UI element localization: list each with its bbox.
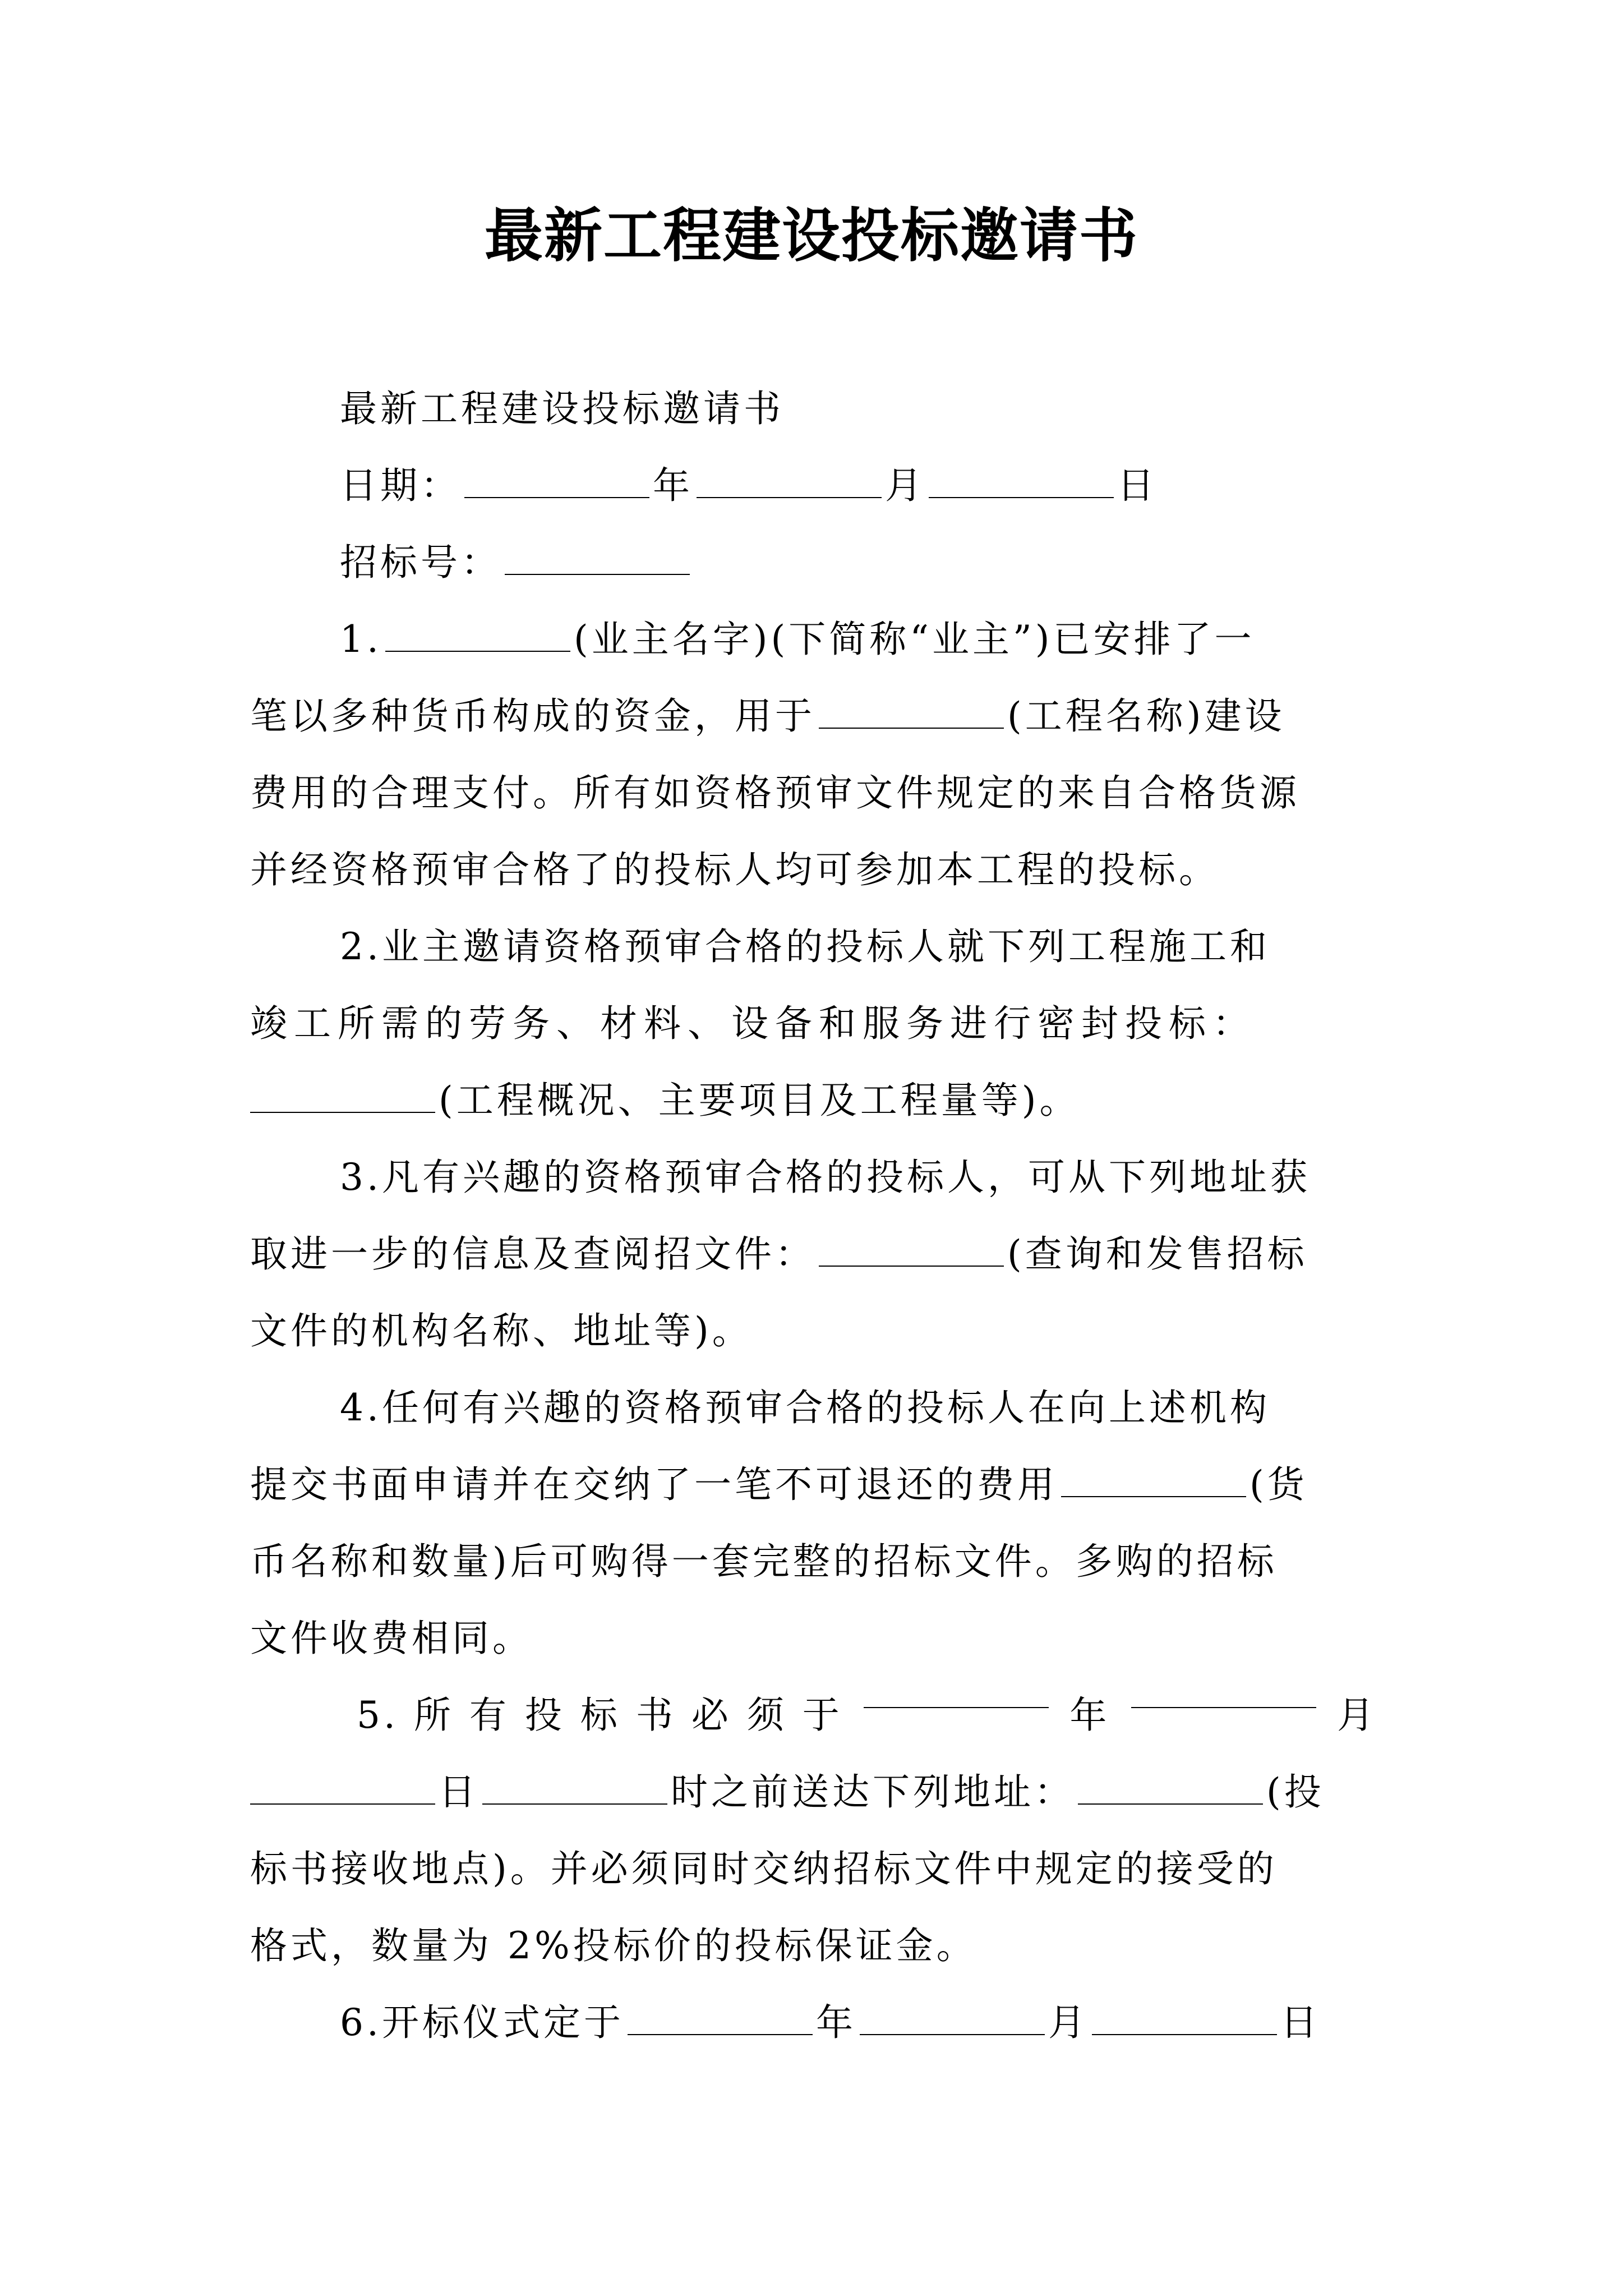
fee-blank[interactable] — [1061, 1466, 1246, 1497]
p1-text-5: 并经资格预审合格了的投标人均可参加本工程的投标。 — [250, 848, 1219, 891]
p4-text-2: 提交书面申请并在交纳了一笔不可退还的费用 — [250, 1463, 1058, 1506]
opening-month-blank[interactable] — [860, 2004, 1045, 2035]
p4-line-1 — [250, 1369, 1377, 1446]
date-month-blank[interactable] — [697, 467, 882, 498]
p3-line-2 — [250, 1216, 1377, 1292]
p5-line-3 — [250, 1830, 1377, 1907]
p3-line-1 — [250, 1139, 1377, 1216]
p4-text-3: (货 — [1249, 1463, 1308, 1506]
p6-text-1: 6.开标仪式定于 — [340, 2001, 624, 2044]
document-title: 最新工程建设投标邀请书 — [484, 201, 1138, 270]
p3-line-3 — [250, 1292, 1377, 1369]
inquiry-agency-blank[interactable] — [819, 1235, 1004, 1267]
p3-text-1: 3.凡有兴趣的资格预审合格的投标人，可从下列地址获 — [340, 1156, 1311, 1199]
date-year-blank[interactable] — [464, 467, 649, 498]
p4-line-3 — [250, 1523, 1377, 1600]
project-name-blank[interactable] — [819, 697, 1004, 729]
date-year-label: 年 — [653, 464, 693, 507]
date-month-label: 月 — [885, 464, 925, 507]
p1-line-4 — [250, 831, 1377, 908]
p4-line-4 — [250, 1600, 1377, 1677]
p3-text-4: 文件的机构名称、地址等)。 — [250, 1309, 753, 1352]
p5-month-label: 月 — [1337, 1694, 1377, 1737]
p1-line-2 — [250, 678, 1377, 754]
p6-line-1 — [250, 1984, 1377, 2061]
date-label: 日期： — [340, 464, 461, 507]
p3-text-3: (查询和发售招标 — [1007, 1232, 1308, 1276]
tender-number-line — [250, 524, 1377, 601]
date-day-label: 日 — [1117, 464, 1158, 507]
p5-line-1 — [250, 1677, 1377, 1754]
project-overview-blank[interactable] — [250, 1082, 435, 1113]
tender-number-blank[interactable] — [505, 544, 690, 575]
p5-text-2: 时之前送达下列地址： — [671, 1770, 1075, 1814]
p1-line-1 — [250, 601, 1377, 678]
date-line — [250, 447, 1377, 524]
p2-line-1 — [250, 908, 1377, 985]
p1-text-1: (业主名字)(下简称“业主”)已安排了一 — [573, 618, 1255, 661]
p5-text-1: 5. 所 有 投 标 书 必 须 于 — [357, 1694, 843, 1737]
p6-month-label: 月 — [1048, 2001, 1089, 2044]
p1-text-3: (工程名称)建设 — [1007, 694, 1285, 738]
deadline-month-blank[interactable] — [1131, 1677, 1316, 1708]
p5-line-2 — [250, 1754, 1377, 1830]
p2-text-3: (工程概况、主要项目及工程量等)。 — [439, 1079, 1080, 1122]
p1-text-4: 费用的合理支付。所有如资格预审文件规定的来自合格货源 — [250, 771, 1300, 815]
p5-text-5: 格式，数量为 2%投标价的投标保证金。 — [250, 1924, 977, 1967]
p2-text-2: 竣工所需的劳务、材料、设备和服务进行密封投标： — [250, 1002, 1256, 1045]
deadline-year-blank[interactable] — [864, 1677, 1049, 1708]
receipt-address-blank[interactable] — [1078, 1773, 1263, 1805]
p2-line-2 — [250, 985, 1377, 1062]
p3-text-2: 取进一步的信息及查阅招文件： — [250, 1232, 815, 1276]
deadline-hour-blank[interactable] — [482, 1773, 667, 1805]
tender-number-label: 招标号： — [340, 541, 501, 584]
document-body — [250, 370, 1377, 2061]
p6-day-label: 日 — [1280, 2001, 1321, 2044]
p5-year-label: 年 — [1069, 1694, 1110, 1737]
p5-text-4: 标书接收地点)。并必须同时交纳招标文件中规定的接受的 — [250, 1847, 1278, 1890]
p2-text-1: 2.业主邀请资格预审合格的投标人就下列工程施工和 — [340, 925, 1270, 968]
date-day-blank[interactable] — [929, 467, 1114, 498]
subtitle-line — [250, 370, 1377, 447]
p2-line-3 — [250, 1062, 1377, 1139]
deadline-day-blank[interactable] — [250, 1773, 435, 1805]
p1-line-3 — [250, 754, 1377, 831]
p1-number: 1. — [340, 618, 382, 661]
opening-day-blank[interactable] — [1092, 2004, 1277, 2035]
p4-text-1: 4.任何有兴趣的资格预审合格的投标人在向上述机构 — [340, 1386, 1270, 1429]
p5-text-3: (投 — [1266, 1770, 1325, 1814]
p4-text-4: 币名称和数量)后可购得一套完整的招标文件。多购的招标 — [250, 1540, 1278, 1583]
owner-name-blank[interactable] — [385, 620, 570, 652]
p6-year-label: 年 — [815, 2001, 856, 2044]
subtitle-text: 最新工程建设投标邀请书 — [340, 387, 784, 430]
p1-text-2: 笔以多种货币构成的资金，用于 — [250, 694, 815, 738]
p5-line-4 — [250, 1907, 1377, 1984]
p4-line-2 — [250, 1446, 1377, 1523]
p5-day-label: 日 — [439, 1770, 479, 1814]
opening-year-blank[interactable] — [628, 2004, 813, 2035]
p4-text-5: 文件收费相同。 — [250, 1617, 533, 1660]
